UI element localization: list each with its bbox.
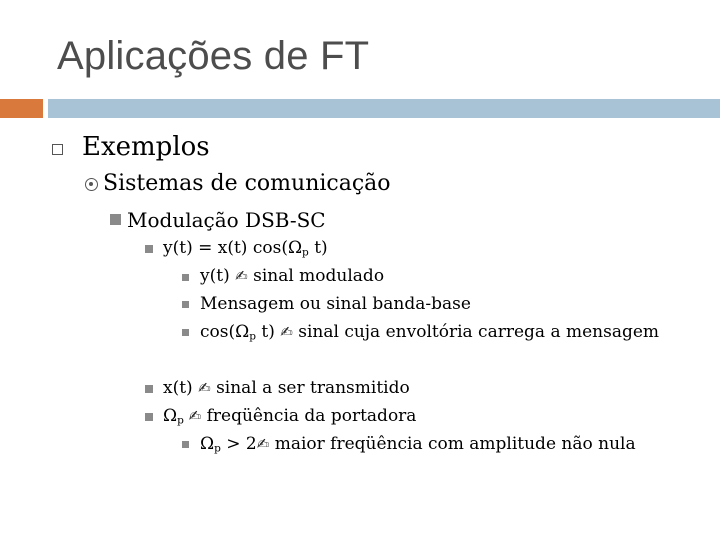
writing-hand-icon: ✍ bbox=[280, 323, 293, 341]
filled-square-bullet-icon bbox=[110, 214, 121, 225]
item-c-post: freqüência da portadora bbox=[201, 406, 417, 426]
item-a-post: t) bbox=[308, 238, 328, 258]
small-square-bullet-icon bbox=[182, 274, 189, 281]
writing-hand-icon: ✍ bbox=[256, 435, 270, 453]
item-c1 bbox=[200, 434, 636, 455]
item-a-sub: p bbox=[302, 246, 309, 259]
item-a3-mid: t) bbox=[255, 322, 281, 342]
slide-title: Aplicações de FT bbox=[57, 34, 370, 78]
item-b bbox=[163, 378, 410, 398]
item-a1-post: sinal modulado bbox=[247, 266, 385, 286]
small-square-bullet-icon bbox=[145, 385, 153, 393]
level3-text: Modulação DSB-SC bbox=[127, 208, 326, 232]
item-c1-sub: p bbox=[214, 442, 221, 455]
item-a1-pre: y(t) bbox=[200, 266, 236, 286]
item-c-pre: Ω bbox=[163, 406, 178, 426]
item-c1-pre: Ω bbox=[200, 434, 215, 454]
item-c1-post: maior freqüência com amplitude não nula bbox=[269, 434, 636, 454]
square-bullet-icon bbox=[52, 144, 63, 155]
item-b-post: sinal a ser transmitido bbox=[210, 378, 410, 398]
small-square-bullet-icon bbox=[182, 441, 189, 448]
item-a3-post: sinal cuja envoltória carrega a mensagem bbox=[292, 322, 660, 342]
item-a-pre: y(t) = x(t) cos(Ω bbox=[163, 238, 303, 258]
small-square-bullet-icon bbox=[182, 329, 189, 336]
small-square-bullet-icon bbox=[182, 301, 189, 308]
item-a1 bbox=[200, 266, 384, 286]
item-c-sub: p bbox=[177, 414, 184, 427]
writing-hand-icon: ✍ bbox=[198, 379, 211, 397]
accent-bar bbox=[0, 99, 43, 118]
header-bar bbox=[48, 99, 720, 118]
level1-text: Exemplos bbox=[82, 132, 210, 162]
item-a3-sub: p bbox=[249, 330, 256, 343]
circle-bullet-icon bbox=[85, 178, 98, 191]
item-b-pre: x(t) bbox=[163, 378, 199, 398]
item-c bbox=[163, 406, 416, 427]
writing-hand-icon: ✍ bbox=[183, 407, 202, 425]
level2-text: Sistemas de comunicação bbox=[103, 171, 391, 196]
small-square-bullet-icon bbox=[145, 245, 153, 253]
small-square-bullet-icon bbox=[145, 413, 153, 421]
item-a bbox=[163, 238, 328, 259]
item-c1-mid: > 2 bbox=[220, 434, 257, 454]
item-a2: Mensagem ou sinal banda-base bbox=[200, 294, 471, 314]
item-a3-pre: cos(Ω bbox=[200, 322, 250, 342]
item-a3 bbox=[200, 322, 659, 343]
writing-hand-icon: ✍ bbox=[235, 267, 248, 285]
